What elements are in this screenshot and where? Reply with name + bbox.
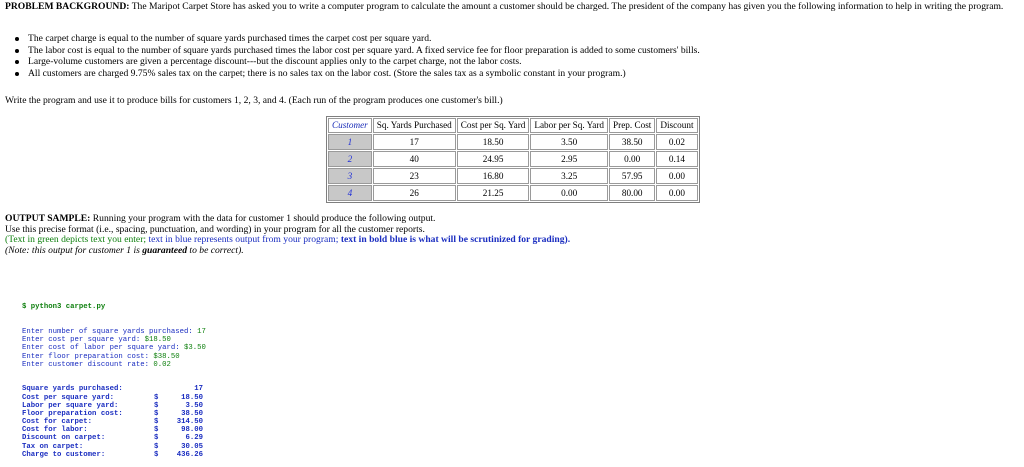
terminal-question: Enter customer discount rate:: [22, 360, 154, 369]
table-row: [328, 185, 698, 201]
color-legend-bold: text in bold blue is what will be scrutinized for grading).: [338, 234, 571, 246]
terminal-output: [22, 287, 206, 467]
terminal-answer: 0.02: [153, 360, 171, 369]
table-cell: 0.00: [530, 185, 608, 201]
terminal-input-line: [22, 353, 206, 361]
column-header-cost: Cost per Sq. Yard: [457, 118, 530, 133]
terminal-answer: $3.50: [184, 344, 206, 353]
problem-heading: PROBLEM BACKGROUND:: [5, 1, 130, 12]
requirement-item: The carpet charge is equal to the number of square yards purchased times the carpet cost per square yard.: [14, 33, 700, 45]
column-header-prep: Prep. Cost: [609, 118, 655, 133]
terminal-question: Enter cost per square yard:: [22, 336, 145, 345]
customer-data-table: [326, 116, 700, 203]
terminal-result-cur: $: [154, 418, 159, 427]
terminal-result-cur: $: [154, 393, 159, 402]
terminal-results: [22, 385, 206, 459]
terminal-result-label: Charge to customer:: [22, 450, 106, 459]
terminal-result-line: [22, 426, 206, 434]
output-sample: [5, 214, 570, 256]
terminal-result-label: Square yards purchased:: [22, 385, 123, 394]
terminal-result-line: [22, 402, 206, 410]
table-cell: 0.00: [609, 151, 655, 167]
terminal-result-label: Floor preparation cost:: [22, 409, 123, 418]
table-cell: 0.00: [656, 185, 697, 201]
table-cell: 0.00: [656, 168, 697, 184]
terminal-result-cur: $: [154, 442, 159, 451]
note-suffix: to be correct).: [187, 244, 244, 256]
customer-id-cell: 3: [328, 168, 372, 184]
table-row: [328, 168, 698, 184]
requirement-item: All customers are charged 9.75% sales tax on the carpet; there is no sales tax on the labor cost. (Store the sales tax as a symbolic constant in your program.): [14, 68, 700, 80]
terminal-answer: 17: [197, 328, 206, 336]
terminal-question: Enter number of square yards purchased:: [22, 328, 198, 336]
terminal-result-value: 3.50: [185, 401, 203, 410]
table-cell: 26: [373, 185, 456, 201]
terminal-result-value: 17: [194, 385, 203, 394]
terminal-result-line: [22, 443, 206, 451]
output-sample-heading: OUTPUT SAMPLE:: [5, 213, 91, 224]
customer-id-cell: 4: [328, 185, 372, 201]
terminal-input-line: [22, 328, 206, 336]
table-cell: 16.80: [457, 168, 530, 184]
terminal-result-cur: $: [154, 426, 159, 435]
table-cell: 80.00: [609, 185, 655, 201]
table-cell: 0.14: [656, 151, 697, 167]
terminal-result-line: [22, 394, 206, 402]
terminal-result-label: Cost for labor:: [22, 426, 88, 435]
color-legend-blue: text in blue represents output from your program;: [146, 234, 339, 246]
output-note: [5, 246, 570, 257]
table-cell: 3.50: [530, 134, 608, 150]
column-header-sq-yards: Sq. Yards Purchased: [373, 118, 456, 133]
table-cell: 17: [373, 134, 456, 150]
table-body: [328, 134, 698, 201]
terminal-result-value: 38.50: [181, 409, 203, 418]
terminal-result-label: Tax on carpet:: [22, 442, 84, 451]
terminal-result-line: [22, 385, 206, 393]
table-cell: 3.25: [530, 168, 608, 184]
table-cell: 0.02: [656, 134, 697, 150]
terminal-answer: $18.50: [144, 336, 171, 345]
problem-background: [5, 1, 1015, 13]
note-prefix: (Note: this output for customer 1 is: [5, 244, 143, 256]
terminal-question: Enter cost of labor per square yard:: [22, 344, 185, 353]
table-cell: 21.25: [457, 185, 530, 201]
terminal-result-cur: $: [154, 401, 159, 410]
requirement-item: The labor cost is equal to the number of square yards purchased times the labor cost per square yard. A fixed service fee for floor preparation is added to some customers' bills.: [14, 45, 700, 57]
terminal-result-label: Discount on carpet:: [22, 434, 106, 443]
terminal-result-value: 436.26: [176, 450, 203, 459]
terminal-result-value: 6.29: [185, 434, 203, 443]
table-cell: 57.95: [609, 168, 655, 184]
terminal-answer: $38.50: [153, 352, 180, 361]
output-line-1: [5, 214, 570, 225]
terminal-result-value: 98.00: [181, 426, 203, 435]
terminal-input-line: [22, 336, 206, 344]
requirements-list: [14, 33, 700, 80]
table-cell: 40: [373, 151, 456, 167]
customer-id-cell: 1: [328, 134, 372, 150]
note-bold: guaranteed: [142, 244, 188, 256]
table-row: [328, 134, 698, 150]
terminal-input-line: [22, 344, 206, 352]
terminal-result-label: Cost per square yard:: [22, 393, 114, 402]
table-cell: 2.95: [530, 151, 608, 167]
terminal-result-value: 18.50: [181, 393, 203, 402]
table-cell: 18.50: [457, 134, 530, 150]
assignment-instruction: Write the program and use it to produce bills for customers 1, 2, 3, and 4. (Each run of the program produces one customer's bill.): [5, 95, 503, 106]
problem-text: The Maripot Carpet Store has asked you to write a computer program to calculate the amount a customer should be charged. The president of the company has given you the following information to help in writing the program.: [131, 1, 1004, 12]
terminal-result-cur: $: [154, 409, 159, 418]
terminal-result-line: [22, 451, 206, 459]
terminal-inputs: [22, 328, 206, 369]
terminal-prompt: $ python3 carpet.py: [22, 303, 106, 312]
terminal-result-label: Cost for carpet:: [22, 418, 93, 427]
column-header-customer: Customer: [328, 118, 372, 133]
terminal-result-value: 30.05: [181, 442, 203, 451]
customer-id-cell: 2: [328, 151, 372, 167]
table-cell: 23: [373, 168, 456, 184]
color-legend-green: (Text in green depicts text you enter;: [5, 234, 147, 246]
terminal-result-line: [22, 410, 206, 418]
table-header-row: [328, 118, 698, 133]
requirement-item: Large-volume customers are given a percentage discount---but the discount applies only to the carpet charge, not the labor costs.: [14, 56, 700, 68]
terminal-input-line: [22, 361, 206, 369]
terminal-question: Enter floor preparation cost:: [22, 352, 154, 361]
table-cell: 38.50: [609, 134, 655, 150]
column-header-labor: Labor per Sq. Yard: [530, 118, 608, 133]
output-line-2: Use this precise format (i.e., spacing, punctuation, and wording) in your program for all the customer reports.: [5, 223, 425, 235]
column-header-discount: Discount: [656, 118, 697, 133]
terminal-result-cur: $: [154, 434, 159, 443]
table-row: [328, 151, 698, 167]
output-sample-text: Running your program with the data for customer 1 should produce the following output.: [92, 213, 436, 224]
terminal-result-label: Labor per square yard:: [22, 401, 119, 410]
terminal-result-line: [22, 418, 206, 426]
table-cell: 24.95: [457, 151, 530, 167]
terminal-result-value: 314.50: [176, 418, 203, 427]
terminal-result-cur: $: [154, 450, 159, 459]
